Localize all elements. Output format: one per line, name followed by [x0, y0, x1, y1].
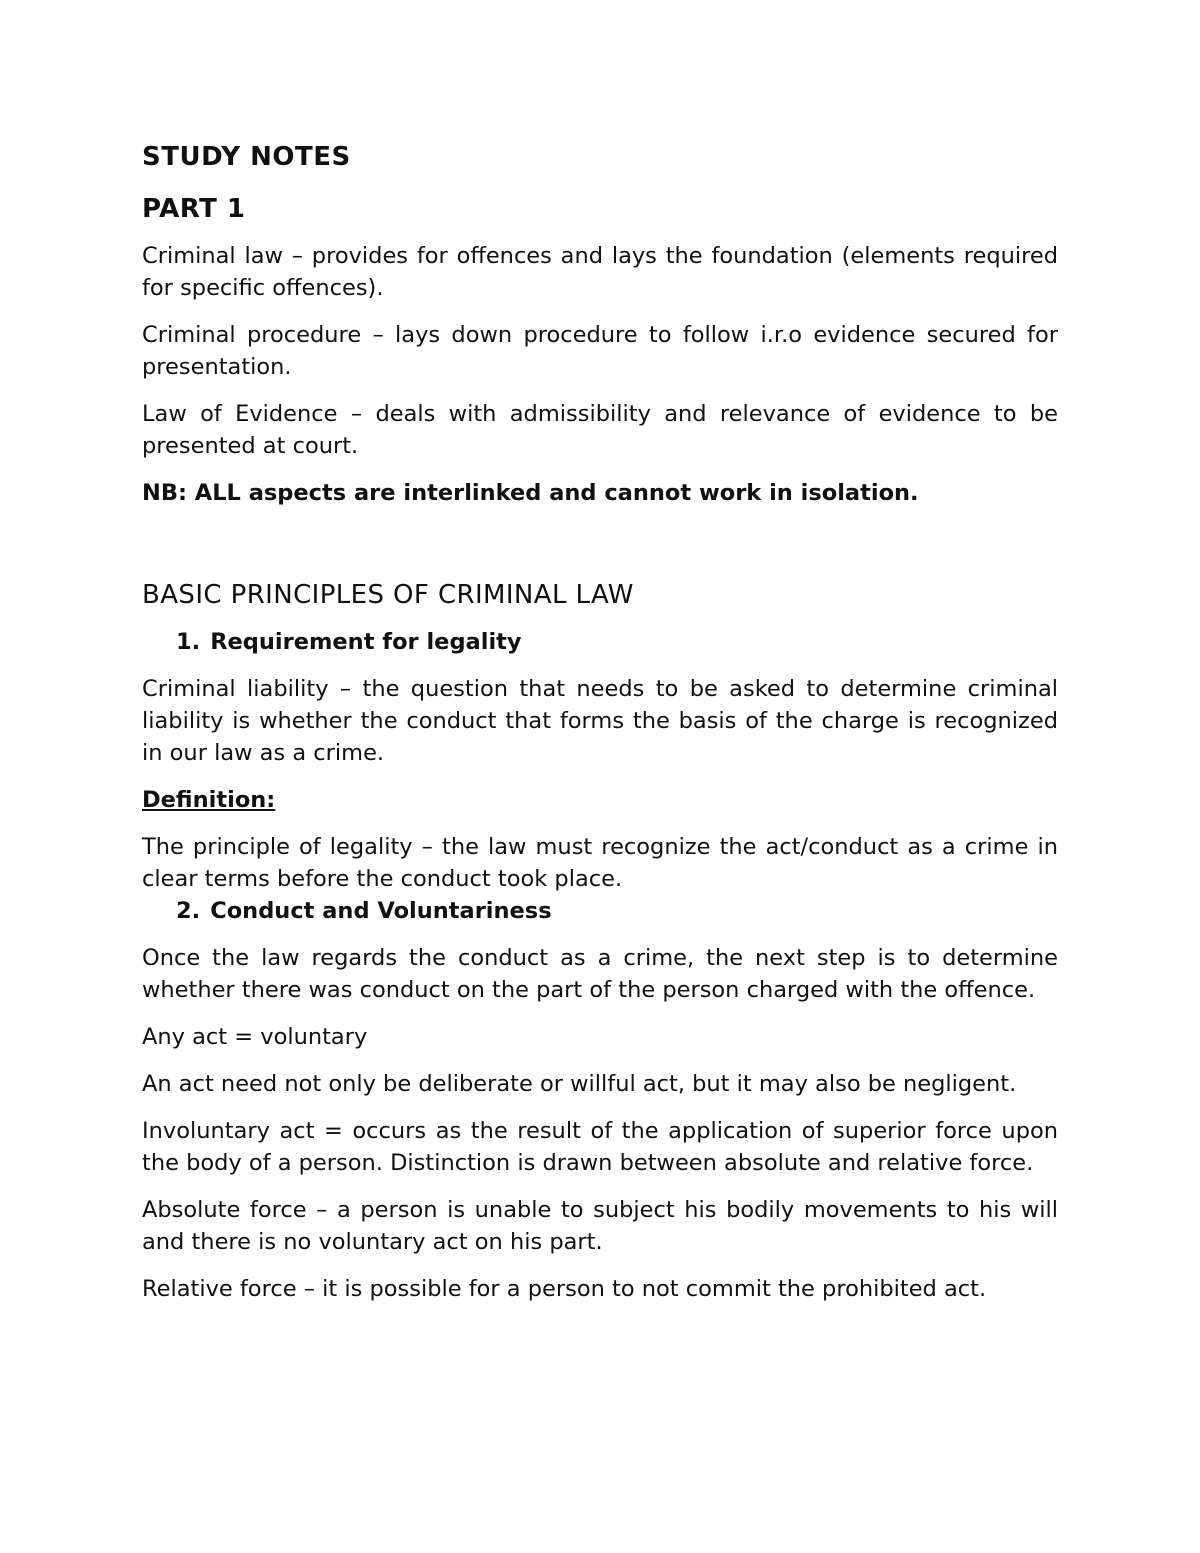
page-content: [142, 138, 1058, 1302]
paragraph-negligent: An act need not only be deliberate or willful act, but it may also be negligent.: [142, 1071, 1017, 1097]
principle-2-heading: [176, 895, 1058, 927]
principle-1-title: Requirement for legality: [210, 629, 522, 655]
paragraph-conduct: Once the law regards the conduct as a crime, the next step is to determine whether there was conduct on the part of the person charged with the offence.: [142, 945, 1058, 1003]
paragraph-relative-force: Relative force – it is possible for a person to not commit the prohibited act.: [142, 1276, 987, 1302]
document-title: STUDY NOTES: [142, 142, 351, 172]
principle-1-number: 1.: [176, 629, 201, 655]
paragraph-principle-of-legality: The principle of legality – the law must recognize the act/conduct as a crime in clear terms before the conduct took place.: [142, 834, 1058, 892]
section-heading: BASIC PRINCIPLES OF CRIMINAL LAW: [142, 580, 634, 610]
paragraph-any-act: Any act = voluntary: [142, 1024, 368, 1050]
paragraph-criminal-liability: Criminal liability – the question that needs to be asked to determine criminal liability is whether the conduct that forms the basis of the charge is recognized in our law as a crime.: [142, 676, 1058, 766]
paragraph-criminal-procedure: Criminal procedure – lays down procedure to follow i.r.o evidence secured for presentation.: [142, 322, 1058, 380]
paragraph-law-of-evidence: Law of Evidence – deals with admissibility and relevance of evidence to be presented at court.: [142, 401, 1058, 459]
nb-note: NB: ALL aspects are interlinked and cannot work in isolation.: [142, 480, 919, 506]
definition-label: Definition:: [142, 787, 276, 813]
principle-2-title: Conduct and Voluntariness: [210, 898, 552, 924]
principle-1-heading: [176, 626, 1058, 658]
paragraph-involuntary-act: Involuntary act = occurs as the result of the application of superior force upon the body of a person. Distinction is drawn between absolute and relative force.: [142, 1118, 1058, 1176]
principle-2-number: 2.: [176, 898, 201, 924]
paragraph-absolute-force: Absolute force – a person is unable to subject his bodily movements to his will and there is no voluntary act on his part.: [142, 1197, 1058, 1255]
part-heading: PART 1: [142, 194, 246, 224]
principles-section: [142, 626, 1058, 1305]
paragraph-criminal-law: Criminal law – provides for offences and lays the foundation (elements required for specific offences).: [142, 243, 1058, 301]
